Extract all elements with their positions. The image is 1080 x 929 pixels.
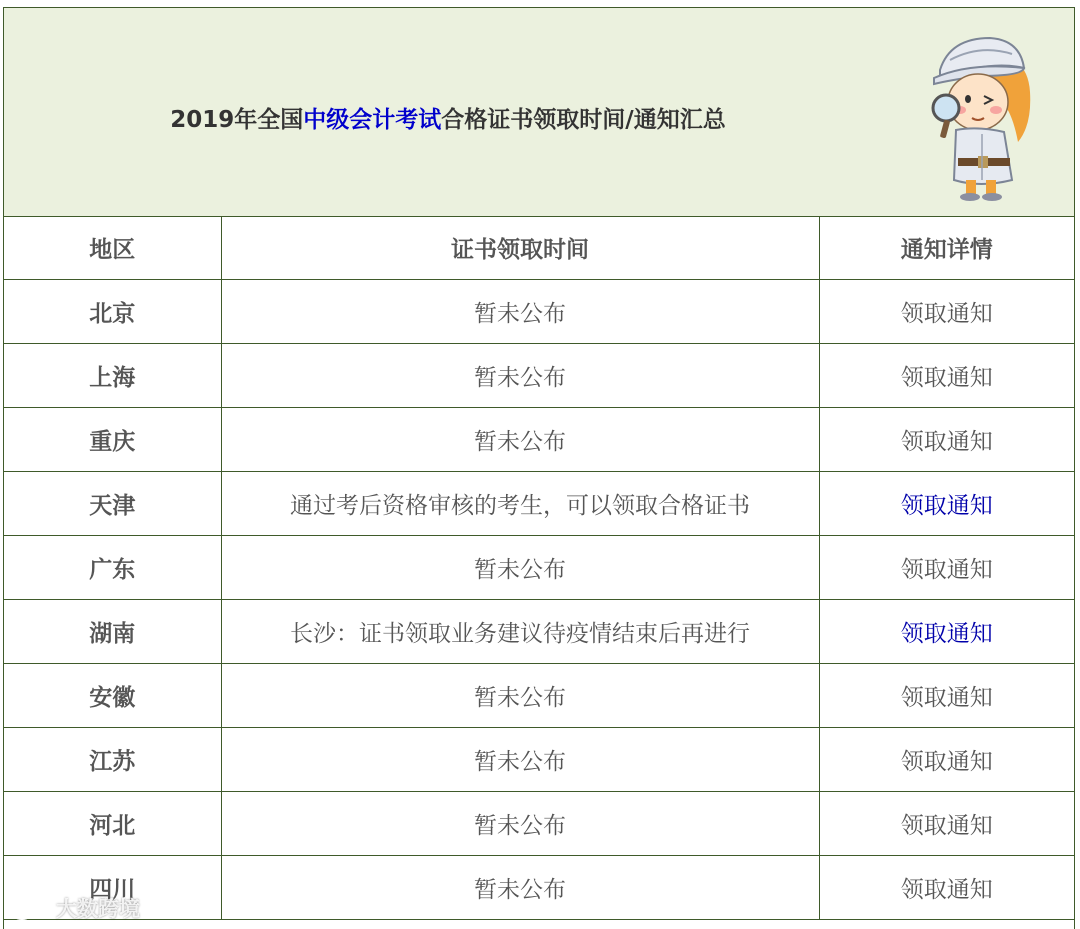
table-row [4,344,1074,408]
table-row [4,600,1074,664]
table-header-row [4,216,1074,280]
region-cell: 江苏 [4,728,221,792]
notice-link[interactable]: 领取通知 [819,600,1074,664]
column-header-region: 地区 [4,216,221,280]
page-title [4,101,892,134]
region-cell: 上海 [4,344,221,408]
time-cell: 暂未公布 [221,792,819,856]
time-cell: 长沙：证书领取业务建议待疫情结束后再进行 [221,600,819,664]
time-cell: 通过考后资格审核的考生，可以领取合格证书 [221,472,819,536]
table-row [4,792,1074,856]
detective-mascot-icon [920,30,1040,205]
time-cell: 暂未公布 [221,408,819,472]
time-cell: 暂未公布 [221,344,819,408]
title-suffix: 合格证书领取时间/通知汇总 [441,107,726,133]
notice-cell: 领取通知 [819,856,1074,920]
notice-cell: 领取通知 [819,408,1074,472]
time-cell: 暂未公布 [221,856,819,920]
certificate-table [4,216,1074,920]
region-cell: 重庆 [4,408,221,472]
region-cell: 安徽 [4,664,221,728]
title-highlight: 中级会计考试 [303,107,442,133]
notice-link[interactable]: 领取通知 [819,472,1074,536]
page-frame [3,7,1075,929]
title-prefix: 2019年全国 [170,107,304,133]
time-cell: 暂未公布 [221,536,819,600]
region-cell: 四川 [4,856,221,920]
table-row [4,664,1074,728]
table-row [4,408,1074,472]
table-row [4,728,1074,792]
table-row [4,536,1074,600]
watermark [8,893,140,923]
region-cell: 北京 [4,280,221,344]
table-row [4,280,1074,344]
notice-cell: 领取通知 [819,728,1074,792]
column-header-time: 证书领取时间 [221,216,819,280]
column-header-notice: 通知详情 [819,216,1074,280]
time-cell: 暂未公布 [221,728,819,792]
region-cell: 广东 [4,536,221,600]
notice-cell: 领取通知 [819,664,1074,728]
table-row [4,856,1074,920]
region-cell: 天津 [4,472,221,536]
header-banner [4,8,1074,217]
watermark-text: 大数跨境 [56,897,140,921]
notice-cell: 领取通知 [819,280,1074,344]
weibo-logo-icon [8,895,52,921]
notice-cell: 领取通知 [819,344,1074,408]
notice-cell: 领取通知 [819,792,1074,856]
time-cell: 暂未公布 [221,664,819,728]
region-cell: 河北 [4,792,221,856]
table-row [4,472,1074,536]
region-cell: 湖南 [4,600,221,664]
time-cell: 暂未公布 [221,280,819,344]
notice-cell: 领取通知 [819,536,1074,600]
